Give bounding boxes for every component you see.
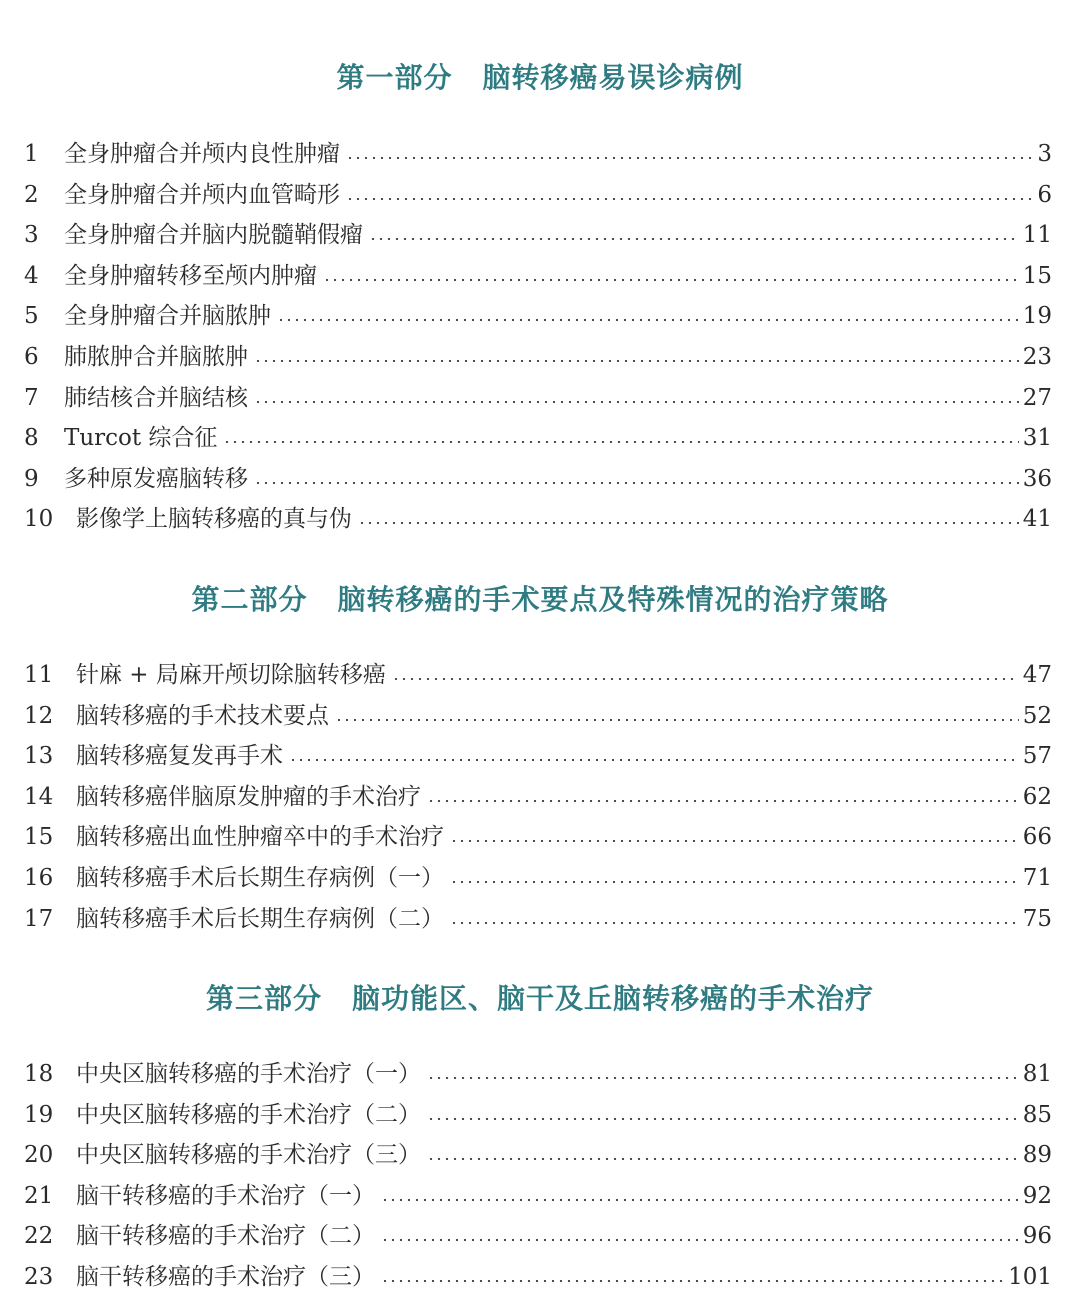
entry-title: 全身肿瘤合并颅内血管畸形: [64, 181, 340, 208]
section-heading: [0, 56, 1080, 96]
entry-title: 脑转移癌的手术技术要点: [76, 702, 329, 729]
entry-page-number: 101: [1008, 1264, 1052, 1290]
entry-line: [76, 736, 1052, 776]
dot-leader: [358, 522, 1019, 524]
entry-title: 脑干转移癌的手术治疗（二）: [76, 1223, 375, 1250]
toc-entry[interactable]: [0, 418, 1080, 458]
entry-line: [76, 1135, 1052, 1175]
entry-number: 3: [24, 222, 39, 249]
entry-number: 9: [24, 465, 39, 492]
entry-page-number: 47: [1022, 662, 1052, 688]
entry-page-number: 6: [1037, 181, 1052, 208]
dot-leader: [427, 1118, 1019, 1120]
entry-number: 22: [24, 1223, 54, 1250]
entry-page-number: 19: [1022, 303, 1052, 330]
toc-entry[interactable]: [0, 777, 1080, 817]
entry-title: 脑转移癌出血性肿瘤卒中的手术治疗: [76, 824, 444, 851]
entry-title: 肺脓肿合并脑脓肿: [64, 344, 248, 370]
entry-page-number: 62: [1022, 783, 1052, 810]
toc-entry[interactable]: [0, 1176, 1080, 1216]
toc-entry[interactable]: [0, 256, 1080, 296]
entry-page-number: 89: [1022, 1142, 1052, 1169]
toc-entry[interactable]: [0, 1216, 1080, 1256]
entry-page-number: 3: [1037, 141, 1052, 167]
entry-title: 脑干转移癌的手术治疗（三）: [76, 1264, 375, 1290]
dot-leader: [277, 319, 1019, 321]
entry-title: 中央区脑转移癌的手术治疗（三）: [76, 1142, 421, 1169]
entry-page-number: 23: [1022, 344, 1052, 370]
entry-line: [76, 1257, 1052, 1297]
entry-line: [76, 817, 1052, 857]
entry-title: Turcot 综合征: [64, 425, 218, 452]
entry-page-number: 66: [1022, 824, 1052, 851]
entry-number: 6: [24, 344, 39, 370]
entry-title: 脑干转移癌的手术治疗（一）: [76, 1182, 375, 1209]
toc-entry[interactable]: [0, 736, 1080, 776]
entry-number: 10: [24, 506, 54, 533]
entry-line: [64, 215, 1052, 255]
dot-leader: [289, 759, 1019, 761]
entry-number: 2: [24, 181, 39, 208]
entry-number: 13: [24, 743, 54, 770]
entry-number: 18: [24, 1061, 54, 1087]
entry-number: 11: [24, 662, 54, 688]
toc-entry[interactable]: [0, 696, 1080, 736]
dot-leader: [346, 157, 1033, 159]
toc-entry[interactable]: [0, 215, 1080, 255]
section-title: 脑功能区、脑干及丘脑转移癌的手术治疗: [352, 982, 875, 1015]
entry-page-number: 27: [1022, 384, 1052, 411]
dot-leader: [450, 922, 1019, 924]
entry-page-number: 41: [1022, 506, 1052, 533]
entry-title: 针麻 + 局麻开颅切除脑转移癌: [76, 662, 386, 688]
entry-line: [64, 378, 1052, 418]
entry-page-number: 11: [1022, 222, 1052, 249]
entry-line: [76, 777, 1052, 817]
toc-entry[interactable]: [0, 655, 1080, 695]
entry-title: 多种原发癌脑转移: [64, 465, 248, 492]
dot-leader: [427, 800, 1019, 802]
dot-leader: [427, 1077, 1019, 1079]
entry-title: 中央区脑转移癌的手术治疗（一）: [76, 1061, 421, 1087]
entry-page-number: 31: [1022, 425, 1052, 452]
entry-number: 20: [24, 1142, 54, 1169]
entry-number: 4: [24, 262, 39, 289]
toc-entry[interactable]: [0, 1135, 1080, 1175]
entry-page-number: 85: [1022, 1101, 1052, 1128]
entry-page-number: 96: [1022, 1223, 1052, 1250]
entry-title: 脑转移癌手术后长期生存病例（二）: [76, 905, 444, 932]
entry-title: 全身肿瘤合并颅内良性肿瘤: [64, 141, 340, 167]
entry-page-number: 75: [1022, 905, 1052, 932]
entry-number: 1: [24, 141, 39, 167]
entry-line: [64, 296, 1052, 336]
entry-line: [64, 256, 1052, 296]
toc-entry[interactable]: [0, 1054, 1080, 1094]
entry-line: [76, 1216, 1052, 1256]
entry-title: 全身肿瘤转移至颅内肿瘤: [64, 262, 317, 289]
entry-title: 肺结核合并脑结核: [64, 384, 248, 411]
toc-entry[interactable]: [0, 899, 1080, 939]
section-heading: [0, 977, 1080, 1017]
dot-leader: [450, 881, 1019, 883]
entry-page-number: 57: [1022, 743, 1052, 770]
entry-number: 5: [24, 303, 39, 330]
toc-entry[interactable]: [0, 378, 1080, 418]
toc-entry[interactable]: [0, 459, 1080, 499]
entry-page-number: 71: [1022, 865, 1052, 891]
toc-entry[interactable]: [0, 134, 1080, 174]
section-heading: [0, 578, 1080, 618]
dot-leader: [381, 1239, 1019, 1241]
entry-page-number: 81: [1022, 1061, 1052, 1087]
section-part-label: 第二部分: [191, 583, 308, 616]
entry-number: 12: [24, 702, 54, 729]
entry-title: 全身肿瘤合并脑内脱髓鞘假瘤: [64, 222, 363, 249]
entry-line: [64, 418, 1052, 458]
entry-number: 23: [24, 1264, 54, 1290]
entry-line: [76, 696, 1052, 736]
entry-line: [76, 899, 1052, 939]
entry-page-number: 15: [1022, 262, 1052, 289]
dot-leader: [223, 441, 1018, 443]
entry-title: 脑转移癌伴脑原发肿瘤的手术治疗: [76, 783, 421, 810]
dot-leader: [346, 198, 1033, 200]
toc-entry[interactable]: [0, 296, 1080, 336]
entry-number: 16: [24, 865, 54, 891]
entry-line: [76, 858, 1052, 898]
entry-number: 15: [24, 824, 54, 851]
entry-line: [76, 1095, 1052, 1135]
entry-number: 8: [24, 425, 39, 452]
entry-number: 14: [24, 783, 54, 810]
entry-line: [64, 134, 1052, 174]
dot-leader: [254, 360, 1019, 362]
toc-entry[interactable]: [0, 337, 1080, 377]
dot-leader: [381, 1280, 1004, 1282]
entry-page-number: 92: [1022, 1182, 1052, 1209]
toc-entry[interactable]: [0, 1257, 1080, 1297]
entry-title: 脑转移癌手术后长期生存病例（一）: [76, 865, 444, 891]
entry-number: 7: [24, 384, 39, 411]
toc-entry[interactable]: [0, 175, 1080, 215]
entry-line: [76, 655, 1052, 695]
section-title: 脑转移癌易误诊病例: [482, 61, 744, 94]
toc-entry[interactable]: [0, 499, 1080, 539]
entry-title: 影像学上脑转移癌的真与伪: [76, 506, 352, 533]
entry-line: [76, 1176, 1052, 1216]
entry-number: 19: [24, 1101, 54, 1128]
entry-title: 全身肿瘤合并脑脓肿: [64, 303, 271, 330]
toc-entry[interactable]: [0, 1095, 1080, 1135]
entry-number: 21: [24, 1182, 54, 1209]
entry-line: [64, 459, 1052, 499]
entry-title: 中央区脑转移癌的手术治疗（二）: [76, 1101, 421, 1128]
entry-line: [76, 499, 1052, 539]
dot-leader: [323, 279, 1019, 281]
entry-title: 脑转移癌复发再手术: [76, 743, 283, 770]
section-part-label: 第三部分: [205, 982, 322, 1015]
toc-entry[interactable]: [0, 817, 1080, 857]
section-part-label: 第一部分: [336, 61, 453, 94]
entry-page-number: 52: [1022, 702, 1052, 729]
toc-entry[interactable]: [0, 858, 1080, 898]
entry-line: [64, 337, 1052, 377]
dot-leader: [254, 482, 1019, 484]
section-title: 脑转移癌的手术要点及特殊情况的治疗策略: [337, 583, 889, 616]
dot-leader: [381, 1199, 1019, 1201]
dot-leader: [254, 401, 1019, 403]
dot-leader: [427, 1158, 1019, 1160]
dot-leader: [335, 719, 1019, 721]
entry-line: [64, 175, 1052, 215]
entry-page-number: 36: [1022, 465, 1052, 492]
dot-leader: [369, 238, 1019, 240]
dot-leader: [392, 678, 1019, 680]
dot-leader: [450, 840, 1019, 842]
entry-line: [76, 1054, 1052, 1094]
entry-number: 17: [24, 905, 54, 932]
